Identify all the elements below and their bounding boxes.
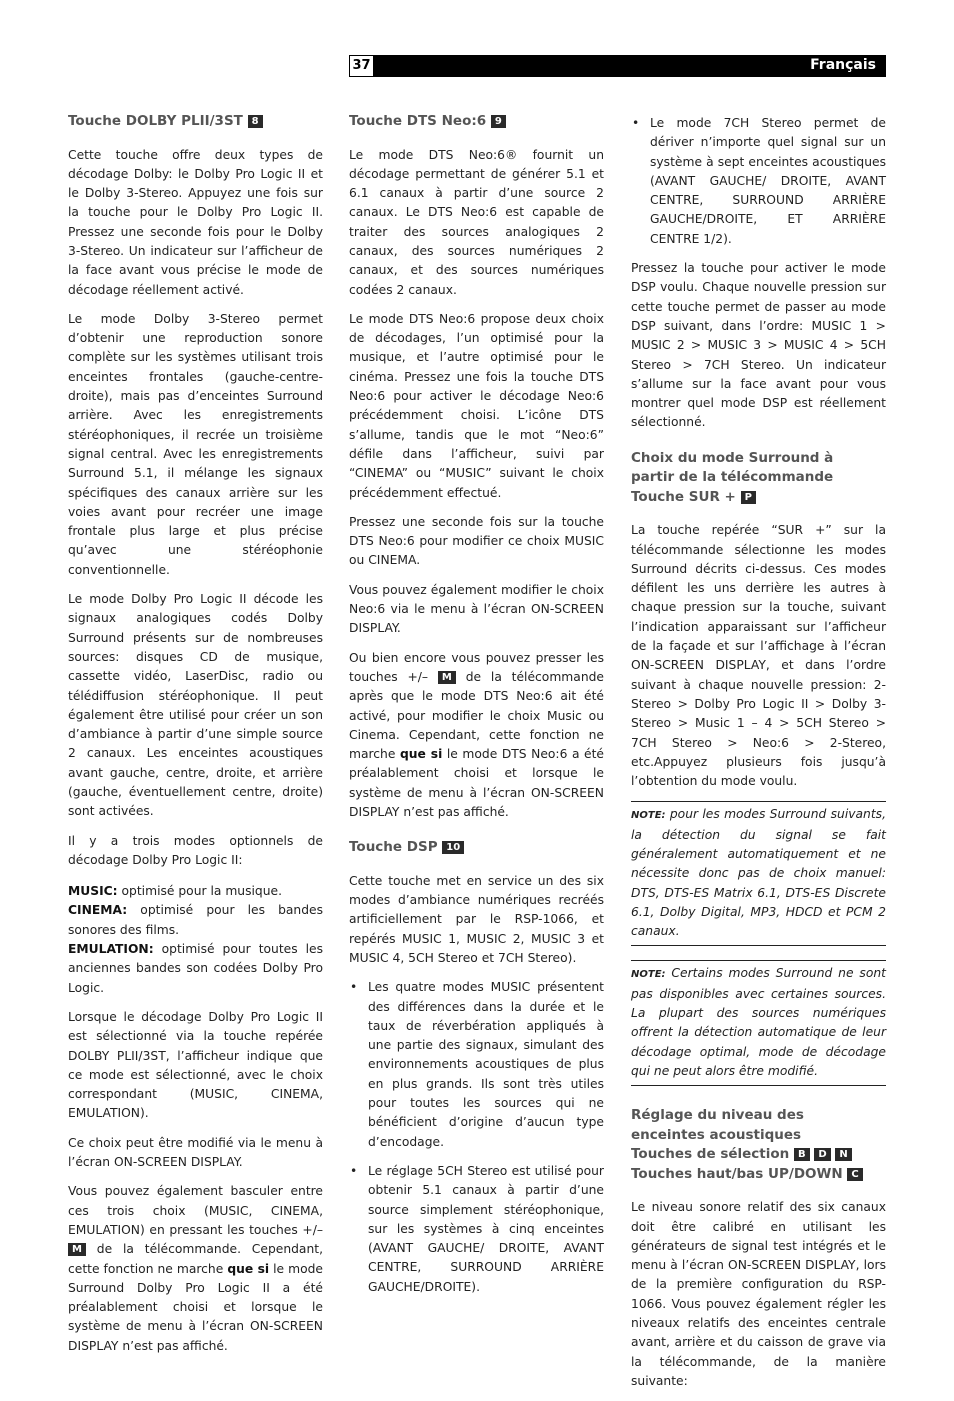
mode-text: optimisé pour la musique. <box>121 884 282 899</box>
key-badge: 8 <box>248 115 263 128</box>
text-run: de la télécommande après que le mode DTS Neo:6 ait été activé, pour modifier le choix Music ou Cinema. Cependant, cette fonction ne marche <box>349 669 604 762</box>
section-heading-dts <box>349 112 604 132</box>
heading-line: Touches de sélection <box>631 1146 790 1163</box>
mode-label: EMULATION: <box>68 942 154 957</box>
note-label: NOTE: <box>631 810 666 822</box>
paragraph: Cette touche met en service un des six modes d’ambiance numériques recréés artificiellement par le RSP-1066, et repérés MUSIC 1, MUSIC 2, MUSIC 3 et MUSIC 4, 5CH Stereo et 7CH Stereo). <box>349 873 604 965</box>
heading-line: enceintes acoustiques <box>631 1126 802 1143</box>
text-run: Vous pouvez également basculer entre ces trois choix (MUSIC, CINEMA, EMULATION) en pressant les touches +/– <box>68 1184 323 1237</box>
heading-text: Touche DSP <box>349 839 438 856</box>
dsp-mode-list <box>349 978 604 1297</box>
heading-line: Choix du mode Surround à <box>631 449 834 466</box>
mode-cinema <box>68 901 323 940</box>
paragraph: Lorsque le décodage Dolby Pro Logic II est sélectionné via la touche repérée DOLBY PLII/3ST, l’afficheur indique que ce mode est sélectionné, avec le choix correspondant (MUSIC, CINEMA, EMULATION). <box>68 1009 323 1121</box>
mode-text: optimisé pour les bandes sonores des films. <box>68 903 323 937</box>
paragraph: Le mode Dolby Pro Logic II décode les signaux analogiques codés Dolby Surround présents sur de nombreuses sources: disques CD de musique, cassette vidéo, LaserDisc, radio ou télédiffusion stéréophonique. Il peut également être utilisé pour créer un son d’ambiance à partir d’une simple source 2 canaux. Les enceintes acoustiques avant gauche, centre, droite, et arrière (gauche, éventuellement centre, droite) sont activées. <box>68 592 323 819</box>
key-badge: D <box>814 1148 830 1161</box>
paragraph: Vous pouvez également modifier le choix Neo:6 via le menu à l’écran ON-SCREEN DISPLAY. <box>349 582 604 636</box>
heading-line: partir de la télécommande <box>631 469 834 486</box>
paragraph: Ce choix peut être modifié via le menu à l’écran ON-SCREEN DISPLAY. <box>68 1135 323 1170</box>
bold-run: que si <box>399 747 443 762</box>
paragraph: Le mode DTS Neo:6® fournit un décodage permettant de générer 5.1 et 6.1 canaux à partir d’une source 2 canaux. Le DTS Neo:6 est capable de traiter des sources analogiques 2 canaux, des sources numériques 2 canaux, et des sources numériques codées 2 canaux. <box>349 147 604 297</box>
note-label: NOTE: <box>631 969 666 981</box>
mode-emulation <box>68 940 323 998</box>
key-badge: M <box>438 671 456 684</box>
column-2 <box>349 112 604 1307</box>
key-badge: 10 <box>442 841 464 854</box>
note-box <box>631 801 886 946</box>
text-run: Ou bien encore vous pouvez presser les touches +/– <box>349 650 604 684</box>
mode-text: optimisé pour toutes les anciennes bandes son codées Dolby Pro Logic. <box>68 942 323 995</box>
key-badge: C <box>847 1168 862 1181</box>
paragraph <box>68 1182 323 1356</box>
note-text: pour les modes Surround suivants, la détection du signal se fait généralement automatiquement et ne nécessite donc pas de choix manuel: DTS, DTS-ES Matrix 6.1, DTS-ES Discrete 6.1, Dolby Digital, MP3, HDCD et PCM 2 canaux. <box>631 807 886 939</box>
text-run: le mode DTS Neo:6 a été préalablement choisi et lorsque le système de menu à l’écran ON-SCREEN DISPLAY n’est pas affiché. <box>349 747 604 819</box>
heading-line: Réglage du niveau des <box>631 1107 804 1124</box>
heading-text: Touche DOLBY PLII/3ST <box>68 113 243 129</box>
page-number: 37 <box>349 55 374 77</box>
heading-text: Touche DTS Neo:6 <box>349 113 487 129</box>
column-1 <box>68 112 323 1366</box>
mode-label: CINEMA: <box>68 903 128 918</box>
key-badge: M <box>68 1243 86 1256</box>
paragraph: Cette touche offre deux types de décodage Dolby: le Dolby Pro Logic II et le Dolby 3-Stereo. Appuyez une fois sur la touche pour le Dolby Pro Logic II. Pressez une seconde fois pour le Dolby 3-Stereo. Un indicateur sur l’afficheur de la face avant vous précise le mode de décodage réellement activé. <box>68 147 323 297</box>
section-heading-dolby <box>68 112 323 132</box>
note-text: Certains modes Surround ne sont pas disponibles avec certaines sources. La plupart des sources numériques offrent la détection automatique de leur décodage optimal, mode de décodage qui ne peut alors être modifié. <box>631 966 886 1078</box>
key-badge: 9 <box>491 115 506 128</box>
section-heading-dsp <box>349 838 604 858</box>
bold-run: que si <box>227 1261 270 1276</box>
paragraph: Le mode DTS Neo:6 propose deux choix de décodages, l’un optimisé pour la musique, et l’autre optimisé pour le cinéma. Pressez une fois la touche DTS Neo:6 pour activer le décodage Neo:6 précédemment choisi. L’icône DTS s’allume, tandis que le mot “Neo:6” défile dans l’afficheur, suivi par “CINEMA” ou “MUSIC” suivant le choix précédemment effectué. <box>349 311 604 500</box>
key-badge: B <box>794 1148 810 1161</box>
text-run: de la télécommande. Cependant, cette fonction ne marche <box>68 1242 323 1276</box>
heading-line: Touches haut/bas UP/DOWN <box>631 1165 843 1182</box>
paragraph: Le niveau sonore relatif des six canaux doit être calibré en utilisant les générateurs de signal test intégrés et le menu à l’écran ON-SCREEN DISPLAY, lors de la première configuration du RSP-1066. Vous pouvez également régler les niveaux relatifs des enceintes centrale avant, arrière et du caisson de grave via la télécommande, de la manière suivante: <box>631 1200 886 1388</box>
key-badge: P <box>741 491 756 504</box>
column-3 <box>631 114 886 1401</box>
list-item: • Le réglage 5CH Stereo est utilisé pour obtenir 5.1 canaux à partir d’une source simplement stéréophonique, sur les systèmes à cinq enceintes (AVANT GAUCHE/ DROITE, AVANT CENTRE, SURROUND ARRIÈRE GAUCHE/DROITE). <box>349 1162 604 1297</box>
dsp-mode-list-cont <box>631 114 886 249</box>
language-label: Français <box>810 57 876 73</box>
paragraph: La touche repérée “SUR +” sur la télécommande sélectionne les modes Surround décrits ci-dessus. Ces modes défilent les uns derrière les autres à chaque pression sur la touche, suivant l’indication apparaissant sur l’afficheur de la façade et sur l’affichage à l’écran ON-SCREEN DISPLAY, et dans l’ordre suivant à chaque nouvelle pression: 2-Stereo > Dolby Pro Logic II > Dolby 3-Stereo > Music 1 – 4 > 5CH Stereo > 7CH Stereo > Neo:6 > 2-Stereo, etc.Appuyez plusieurs fois jusqu’à l’obtention du mode voulu. <box>631 523 886 789</box>
paragraph: Pressez la touche pour activer le mode DSP voulu. Chaque nouvelle pression sur cette touche permet de passer au mode DSP suivant, dans l’ordre: MUSIC 1 > MUSIC 2 > MUSIC 3 > MUSIC 4 > 5CH Stereo > 7CH Stereo. Un indicateur s’allume sur la face avant pour vous montrer quel mode DSP est réellement sélectionné. <box>631 261 886 430</box>
key-badge: N <box>835 1148 851 1161</box>
section-heading-surround <box>631 449 886 508</box>
section-heading-levels <box>631 1106 886 1184</box>
mode-music <box>68 882 323 901</box>
note-box <box>631 960 886 1086</box>
list-item: • Les quatre modes MUSIC présentent des différences dans la durée et le taux de réverbération appliqués à une partie des signaux, simulant des environnements acoustiques de plus en plus grands. Ils sont très utiles pour toutes les sources qui ne bénéficient d’origine d’aucun type d’encodage. <box>349 978 604 1152</box>
page-header <box>349 55 886 77</box>
mode-label: MUSIC: <box>68 884 118 899</box>
list-item: • Le mode 7CH Stereo permet de dériver n’importe quel signal sur un système à sept enceintes acoustiques (AVANT GAUCHE/ DROITE, AVANT CENTRE, SURROUND ARRIÈRE GAUCHE/DROITE, ET ARRIÈRE CENTRE 1/2). <box>631 114 886 249</box>
paragraph <box>349 649 604 823</box>
paragraph: Pressez une seconde fois sur la touche DTS Neo:6 pour modifier ce choix MUSIC ou CINEMA. <box>349 514 604 568</box>
text-run: le mode Surround Dolby Pro Logic II a été préalablement choisi et lorsque le système de menu à l’écran ON-SCREEN DISPLAY n’est pas affiché. <box>68 1261 323 1353</box>
paragraph: Il y a trois modes optionnels de décodage Dolby Pro Logic II: <box>68 833 323 867</box>
paragraph: Le mode Dolby 3-Stereo permet d’obtenir une reproduction sonore complète sur les systèmes utilisant trois enceintes frontales (gauche-centre-droite), mais pas d’enceintes Surround arrière. Avec les enregistrements stéréophoniques, il recrée un troisième signal central. Avec les enregistrements Surround 5.1, il mélange les signaux spécifiques des canaux arrière sur les voies avant pour recréer une image frontale plus large et plus précise qu’avec une stéréophonie conventionnelle. <box>68 311 323 577</box>
heading-line: Touche SUR + <box>631 488 736 505</box>
